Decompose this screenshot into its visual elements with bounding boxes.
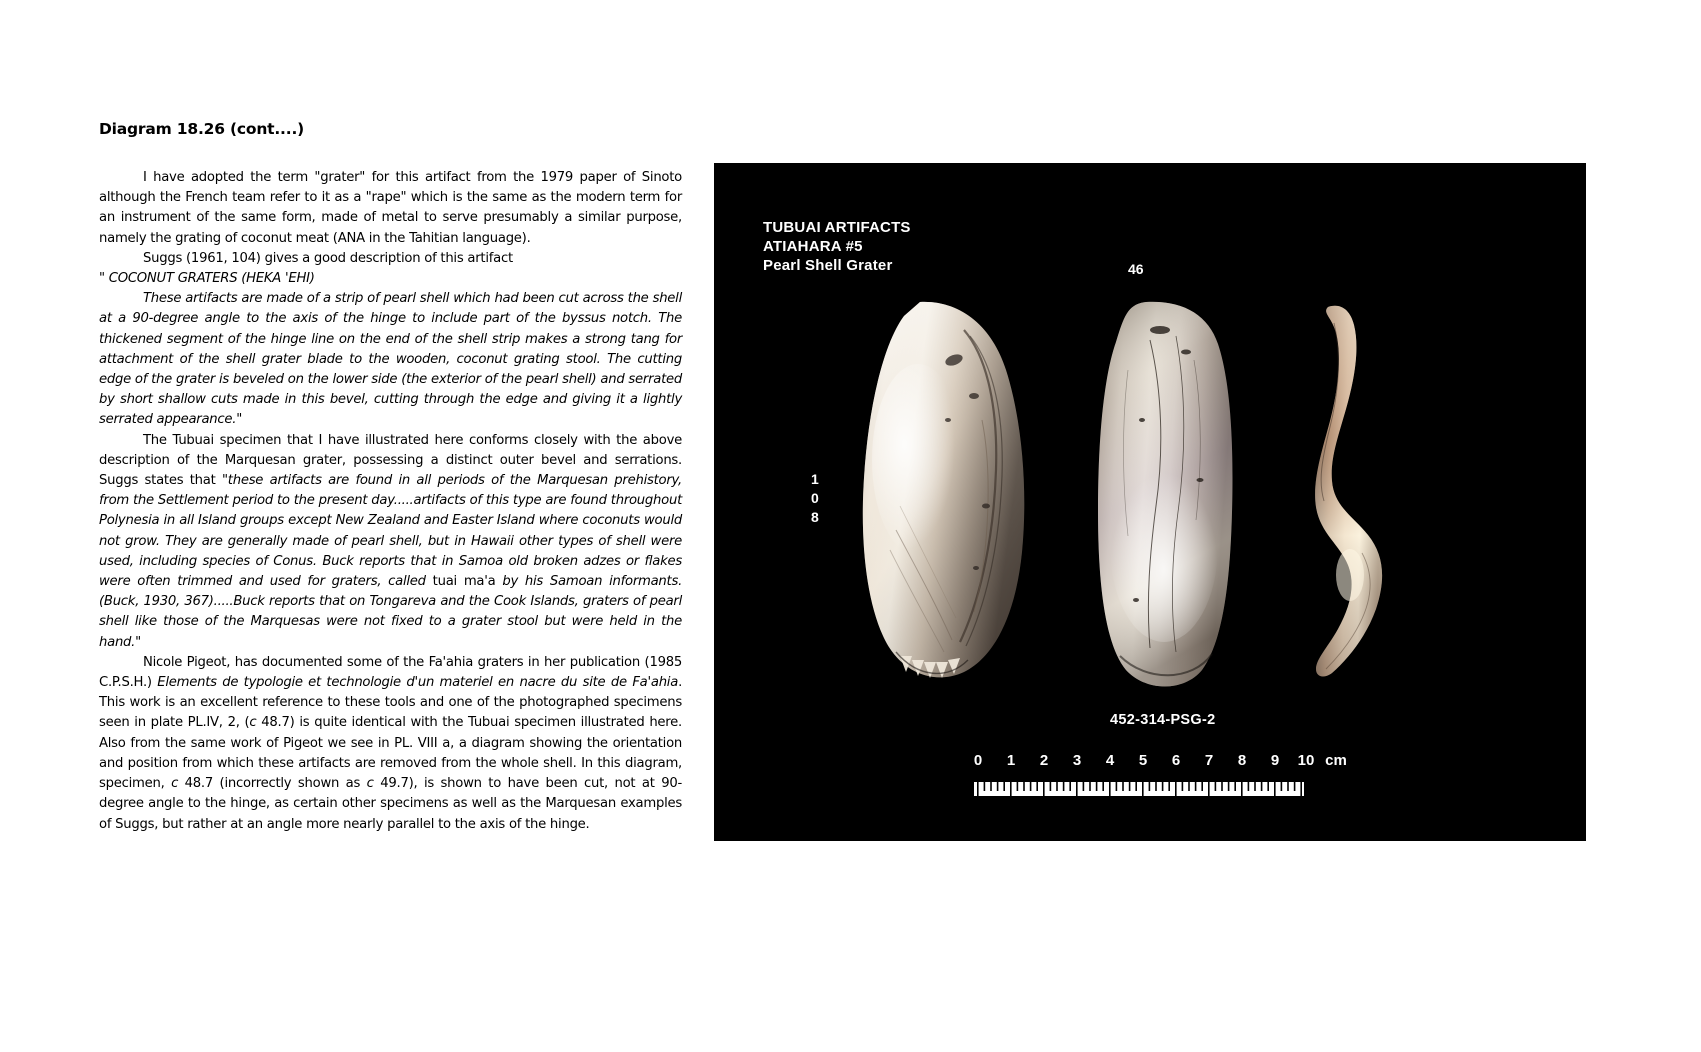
scale-label-7: 7: [1204, 752, 1214, 769]
scale-unit-label: cm: [1325, 752, 1347, 769]
paragraph-pigeot: [99, 653, 682, 835]
plate-caption-line2: ATIAHARA #5: [763, 238, 863, 255]
scale-label-5: 5: [1138, 752, 1148, 769]
article-text-column: [99, 120, 682, 835]
page-title: Diagram 18.26 (cont....): [99, 120, 305, 138]
paragraph-suggs-quote: [99, 431, 682, 653]
plate-caption-line3: Pearl Shell Grater: [763, 257, 893, 274]
scale-bar-labels: [973, 752, 1347, 772]
scale-label-9: 9: [1270, 752, 1280, 769]
scale-label-4: 4: [1105, 752, 1115, 769]
run-italic-f: c: [366, 776, 381, 792]
scale-label-6: 6: [1171, 752, 1181, 769]
run-italic-b: by his Samoan informants. (Buck, 1930, 367).....Buck reports that on Tongareva and the Cook Islands, graters of pearl shell like those of the Marquesas were not fixed to a grater stool but were held in the hand.": [99, 574, 683, 650]
run-italic-c: Elements de typologie et technologie d'un materiel en nacre du site de Fa'ahia: [157, 675, 679, 691]
specimen-photo-left-view: [856, 300, 1034, 682]
specimen-photo-profile-view: [1310, 303, 1400, 681]
run-roman-e: 48.7) is quite identical with the Tubuai specimen illustrated here. Also from the same work of Pigeot we see in PL. VIII a, a diagram showing the orientation and position from which these artifacts are removed from the whole shell. In this diagram, specimen,: [99, 715, 682, 792]
plate-caption-line1: TUBUAI ARTIFACTS: [763, 219, 911, 236]
scale-label-0: 0: [973, 752, 983, 769]
run-roman-b: tuai ma'a: [425, 574, 503, 590]
run-roman-c: Nicole Pigeot, has documented some of the Fa'ahia graters in her publication (1985 C.P.S.H.): [99, 654, 682, 691]
paragraph-2: Suggs (1961, 104) gives a good description of this artifact: [143, 250, 513, 266]
scale-label-10: 10: [1297, 752, 1315, 769]
specimen-photo-center-view: [1090, 300, 1250, 690]
scale-label-1: 1: [1006, 752, 1016, 769]
run-italic-a: these artifacts are found in all periods of the Marquesan prehistory, from the Settlement period to the present day.....artifacts of this type are found throughout Polynesia in all Island groups except New Zealand and Easter Island where coconuts would not grow. They are generally made of pearl shell, but in Hawaii other types of shell were used, including species of Conus. Buck reports that in Samoa old broken adzes or flakes were often trimmed and used for graters, called: [99, 473, 682, 590]
scale-label-8: 8: [1237, 752, 1247, 769]
scale-bar: [973, 752, 1347, 796]
scale-label-3: 3: [1072, 752, 1082, 769]
plate-caption: [763, 218, 911, 275]
page-number-vertical: 1 0 8: [811, 471, 819, 525]
catalog-number: 452-314-PSG-2: [1110, 712, 1216, 728]
run-roman-a: The Tubuai specimen that I have illustrated here conforms closely with the above description of the Marquesan grater, possessing a distinct outer bevel and serrations. Suggs states that ": [99, 432, 682, 489]
scale-label-2: 2: [1039, 752, 1049, 769]
photo-plate: [714, 163, 1586, 841]
run-roman-g: 49.7), is shown to have been cut, not at 90-degree angle to the hinge, as certain other specimens as well as the Marquesan examples of Suggs, but rather at an angle more nearly parallel to the axis of the hinge.: [99, 776, 682, 832]
run-italic-e: c: [171, 776, 185, 792]
quote-body: These artifacts are made of a strip of pearl shell which had been cut across the shell at a 90-degree angle to the axis of the hinge to include part of the byssus notch. The thickened segment of the hinge line on the end of the shell strip makes a strong tang for attachment of the shell grater blade to the wooden, coconut grating stool. The cutting edge of the grater is beveled on the lower side (the exterior of the pearl shell) and serrated by short shallow cuts made in this bevel, cutting through the edge and giving it a lightly serrated appearance.": [99, 291, 682, 428]
quote-title: " COCONUT GRATERS (HEKA 'EHI): [99, 271, 315, 287]
scale-bar-ruler: [974, 778, 1304, 796]
paragraph-1: I have adopted the term "grater" for this artifact from the 1979 paper of Sinoto although the French team refer to it as a "rape" which is the same as the modern term for an instrument of the same form, made of metal to serve presumably a similar purpose, namely the grating of coconut meat (ANA in the Tahitian language).: [99, 170, 682, 246]
run-italic-d: c: [249, 715, 262, 731]
run-roman-d: . This work is an excellent reference to these tools and one of the photographed specimens seen in plate PL.IV, 2, (: [99, 675, 683, 731]
run-roman-f: 48.7 (incorrectly shown as: [184, 776, 367, 792]
figure-number: 46: [1128, 261, 1144, 277]
